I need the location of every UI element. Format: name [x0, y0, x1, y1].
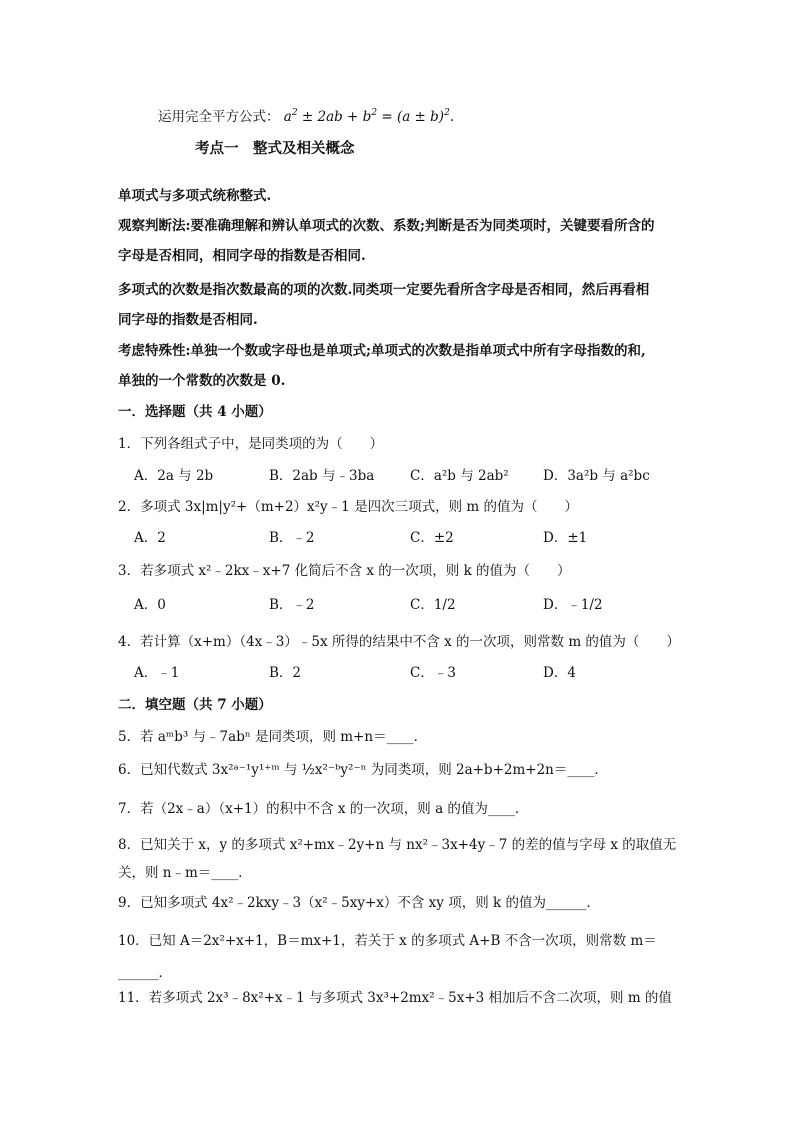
option-b: B．2ab 与﹣3ba	[269, 468, 375, 484]
question-stem: 1．下列各组式子中，是同类项的为（ ）	[118, 436, 384, 452]
section-heading: 二．填空题（共 7 小题）	[118, 697, 272, 713]
option-a: A．2a 与 2b	[134, 468, 214, 484]
question-stem: 7．若（2x﹣a）（x+1）的积中不含 x 的一次项，则 a 的值为____．	[118, 801, 529, 817]
option-c: C．a²b 与 2ab²	[410, 468, 509, 484]
note-line: 考虑特殊性:单独一个数或字母也是单项式;单项式的次数是指单项式中所有字母指数的和,	[118, 343, 646, 359]
formula: $a^2 \pm 2ab + b^2 = (a \pm b)^2$	[283, 108, 450, 125]
question-stem: 3．若多项式 x²﹣2kx﹣x+7 化简后不含 x 的一次项，则 k 的值为（ ）	[118, 563, 571, 579]
question-stem: 4．若计算（x+m）（4x﹣3）﹣5x 所得的结果中不含 x 的一次项，则常数 m 的值为（ ）	[118, 634, 680, 650]
option-d: D．3a²b 与 a²bc	[543, 468, 650, 484]
option-c: C．±2	[410, 530, 454, 546]
option-d: D．﹣1/2	[543, 597, 603, 613]
option-d: D．±1	[543, 530, 588, 546]
option-b: B．2	[269, 665, 302, 681]
option-b: B．﹣2	[269, 530, 315, 546]
option-a: A．﹣1	[134, 665, 180, 681]
option-a: A．0	[134, 597, 166, 613]
question-stem: 9．已知多项式 4x²﹣2kxy﹣3（x²﹣5xy+x）不含 xy 项，则 k 的值为______．	[118, 895, 600, 911]
question-stem: 10．已知 A＝2x²+x+1，B＝mx+1，若关于 x 的多项式 A+B 不含一次项，则常数 m＝______．	[118, 933, 657, 981]
note-line: 同字母的指数是否相同.	[118, 312, 258, 328]
section-heading: 一．选择题（共 4 小题）	[118, 404, 272, 420]
formula-line: 运用完全平方公式： $a^2 \pm 2ab + b^2 = (a \pm b)^2$.	[158, 108, 455, 125]
note-line: 多项式的次数是指次数最高的项的次数.同类项一定要先看所含字母是否相同，然后再看相	[118, 282, 650, 298]
option-d: D．4	[543, 665, 576, 681]
question-stem: 8．已知关于 x，y 的多项式 x²+mx﹣2y+n 与 nx²﹣3x+4y﹣7 的差的值与字母 x 的取值无关，则 n﹣m＝____．	[118, 837, 677, 881]
question-stem: 6．已知代数式 3x²ᵃ⁻¹y¹⁺ᵐ 与 ½x²⁻ᵇy²⁻ⁿ 为同类项，则 2a+b+2m+2n＝____．	[118, 762, 608, 778]
option-b: B．﹣2	[269, 597, 315, 613]
note-line: 字母是否相同，相同字母的指数是否相同.	[118, 248, 366, 264]
option-c: C．1/2	[410, 597, 456, 613]
note-line: 单独的一个常数的次数是 0.	[118, 373, 286, 389]
note-line: 单项式与多项式统称整式.	[118, 188, 272, 204]
option-c: C．﹣3	[410, 665, 456, 681]
question-stem: 11．若多项式 2x³﹣8x²+x﹣1 与多项式 3x³+2mx²﹣5x+3 相加后不含二次项，则 m 的值	[118, 990, 672, 1006]
page-title: 考点一 整式及相关概念	[195, 140, 355, 157]
formula-label: 运用完全平方公式：	[158, 109, 280, 125]
question-stem: 5．若 aᵐb³ 与﹣7abⁿ 是同类项，则 m+n＝____．	[118, 729, 428, 745]
question-stem: 2．多项式 3x|m|y²+（m+2）x²y﹣1 是四次三项式，则 m 的值为（ ）	[118, 499, 578, 515]
option-a: A．2	[134, 530, 166, 546]
note-line: 观察判断法:要准确理解和辨认单项式的次数、系数;判断是否为同类项时，关键要看所含的	[118, 218, 655, 234]
